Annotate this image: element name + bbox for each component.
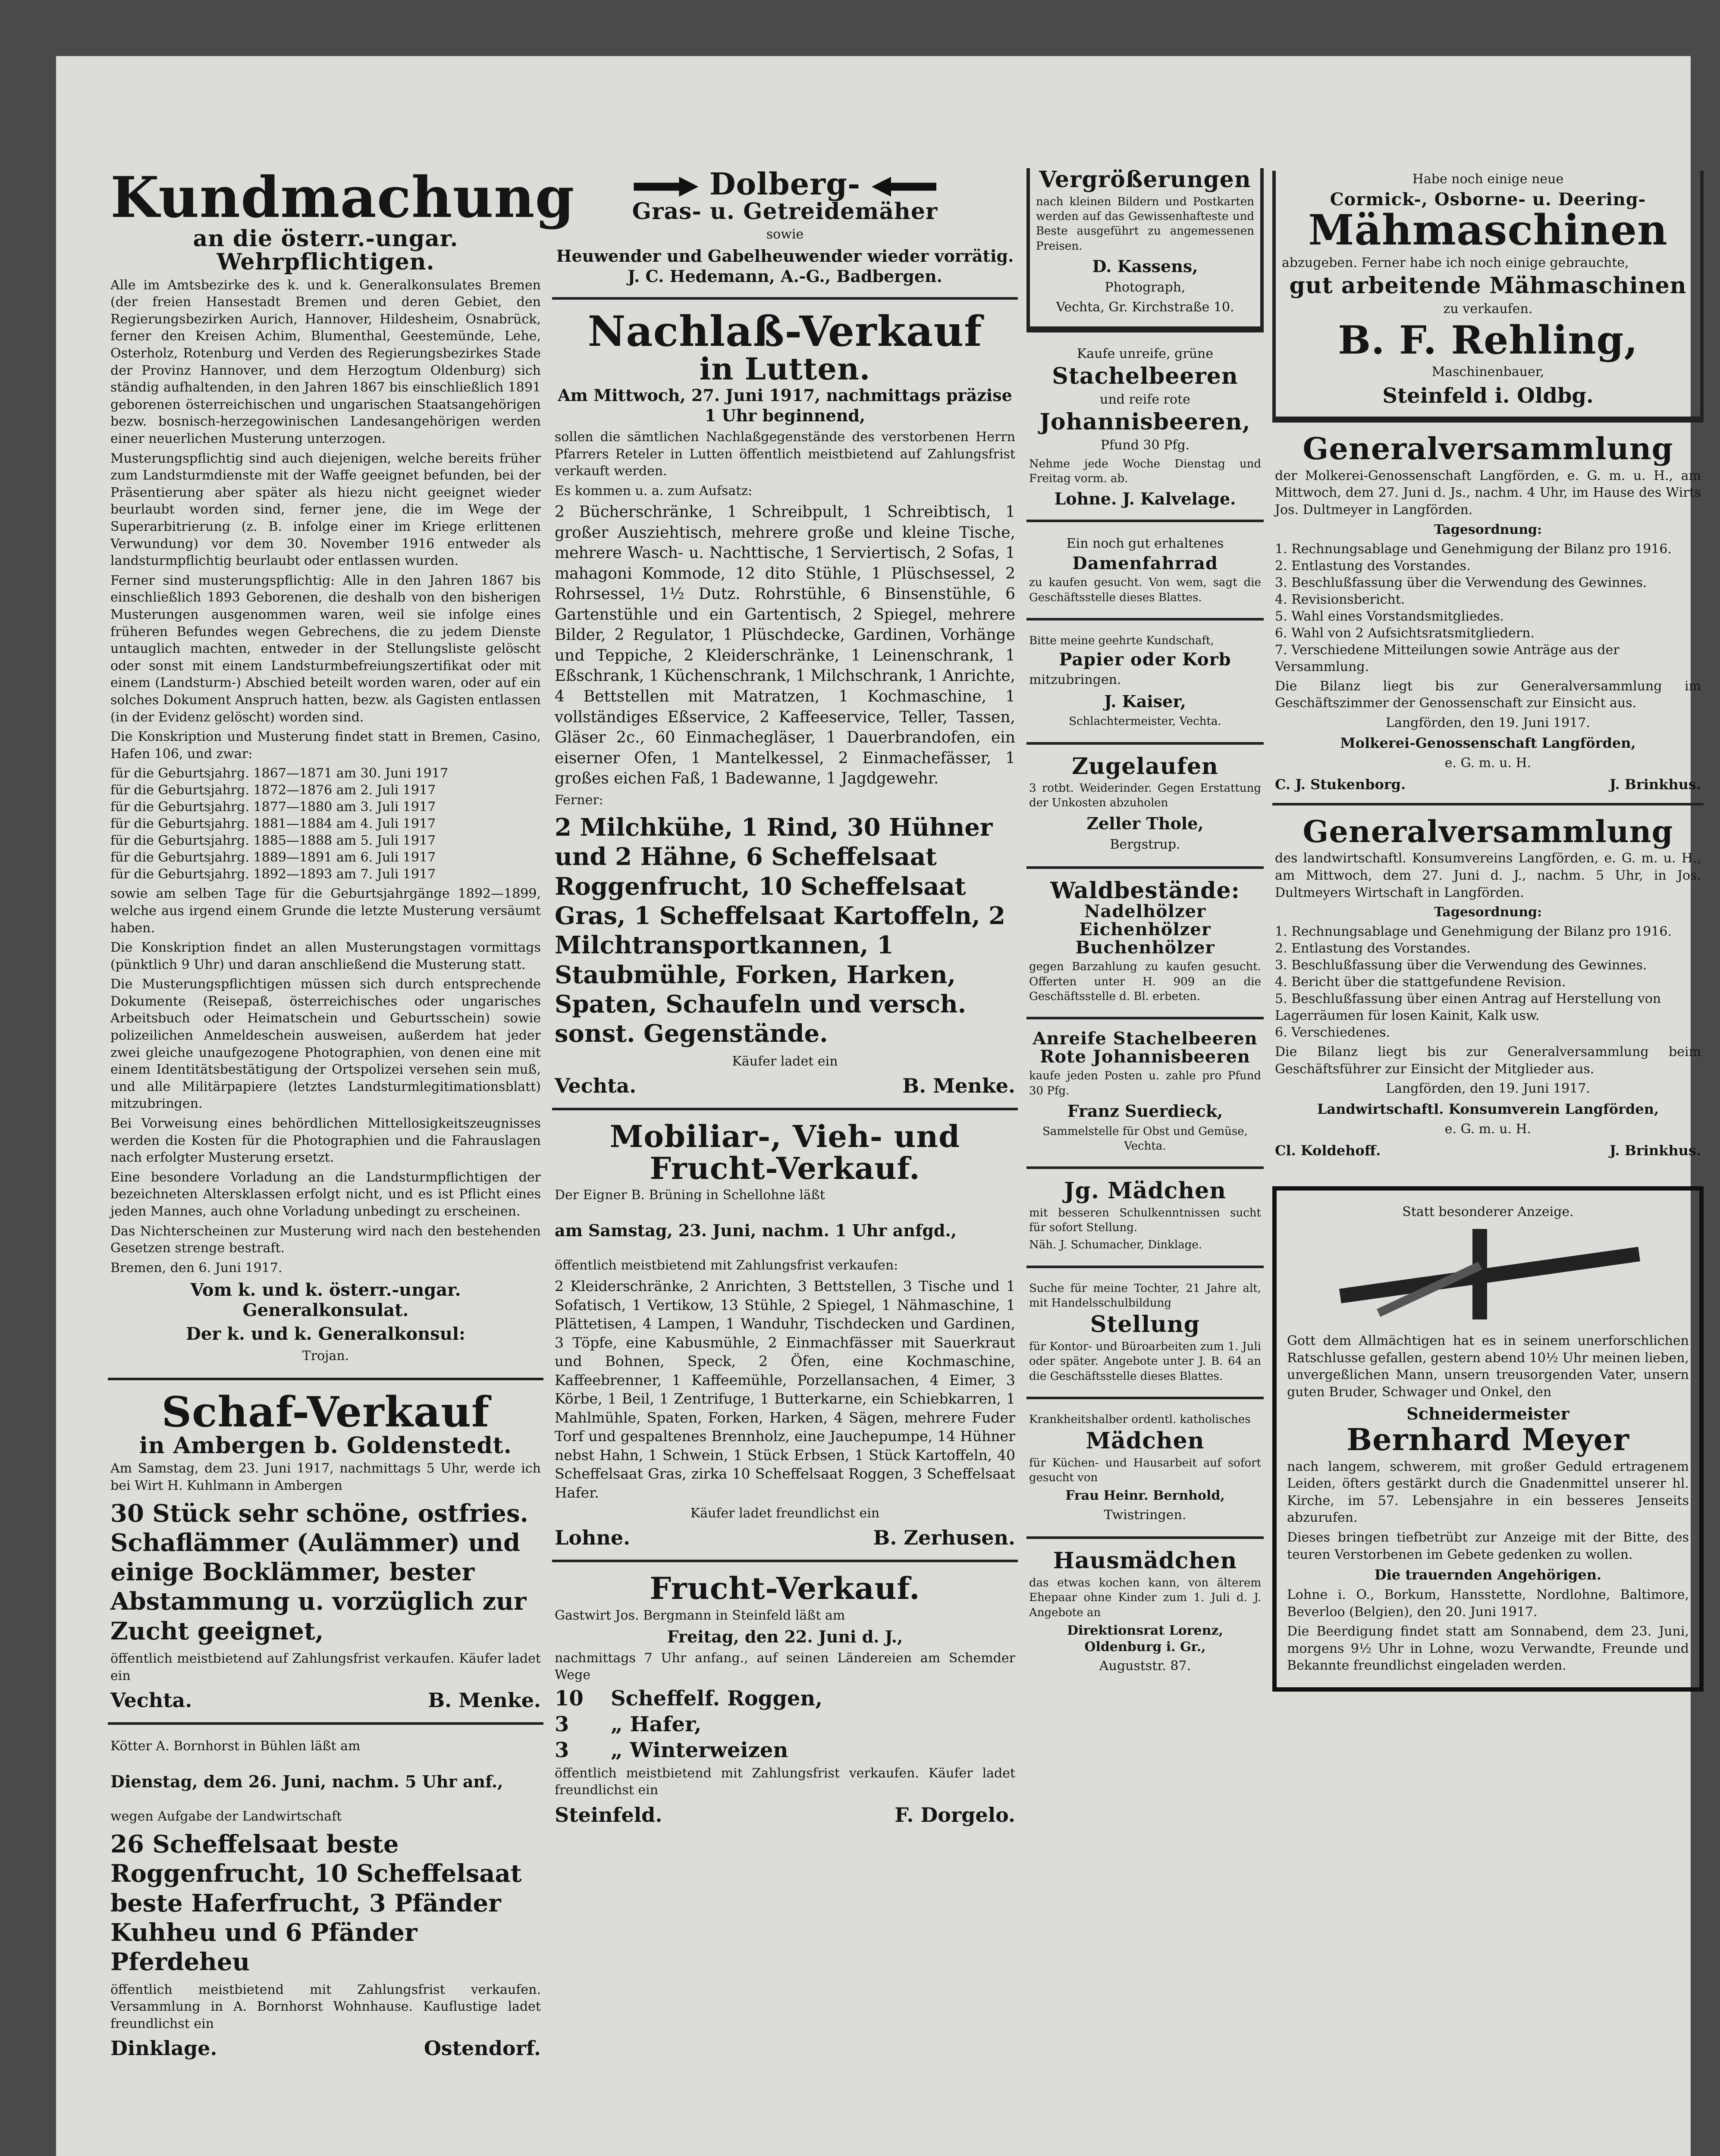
koetter-date: Dienstag, dem 26. Juni, nachm. 5 Uhr anf., xyxy=(110,1771,503,1791)
gv1-signature: C. J. Stukenborg. xyxy=(1275,776,1406,793)
musterung-date-row: für die Geburtsjahrg. 1872—1876 am 2. Juli 1917 xyxy=(110,783,436,798)
wald-item: Nadelhölzer xyxy=(1084,901,1206,922)
anreife-text: kaufe jeden Posten u. zahle pro Pfund 30 Pfg. xyxy=(1029,1069,1261,1097)
mobiliar-verkauf-ad xyxy=(552,1108,1018,1560)
frucht-place: Steinfeld. xyxy=(555,1803,662,1827)
musterung-date-row: für die Geburtsjahrg. 1877—1880 am 3. Juli 1917 xyxy=(110,799,436,815)
nachlass-big-text: 2 Milchkühe, 1 Rind, 30 Hühner und 2 Hähne, 6 Scheffelsaat Roggenfrucht, 10 Scheffelsaat Gras, 1 Scheffelsaat Kartoffeln, 2 Milchtransportkannen, 1 Staubmühle, Forken, Harken, Spaten, Schaufeln und versch. sonst. Gegenstände. xyxy=(555,813,1006,1048)
frucht-date: Freitag, den 22. Juni d. J., xyxy=(667,1627,903,1647)
rehling-address: Steinfeld i. Oldbg. xyxy=(1382,384,1594,408)
papier-text: mitzubringen. xyxy=(1029,672,1121,688)
dolberg-signature: J. C. Hedemann, A.-G., Badbergen. xyxy=(628,266,942,286)
dolberg-subtitle: Gras- u. Getreidemäher xyxy=(632,198,938,225)
maehmaschinen-text: Habe noch einige neue xyxy=(1412,172,1564,187)
suerdieck-text: Sammelstelle für Obst und Gemüse, Vechta. xyxy=(1042,1125,1248,1153)
zugelaufen-ad xyxy=(1026,742,1264,866)
damenfahrrad-text: zu kaufen gesucht. Von wem, sagt die Geschäftsstelle dieses Blattes. xyxy=(1029,576,1261,604)
kalvelage-signature: Lohne. J. Kalvelage. xyxy=(1054,489,1236,509)
gv2-org-form: e. G. m. u. H. xyxy=(1444,1121,1532,1137)
schaf-name: B. Menke. xyxy=(428,1689,541,1712)
traueranzeige-text: Gott dem Allmächtigen hat es in seinem unerforschlichen Ratschlusse gefallen, gestern abend 10½ Uhr meinen lieben, unvergeßlichen Mann, unsern treusorgenden Vater, unsern guten Bruder, Schwager und Onkel, den xyxy=(1287,1333,1689,1400)
kundmachung-paragraph: Ferner sind musterungspflichtig: Alle in den Jahren 1867 bis einschließlich 1893 Geborenen, die deshalb von den bisherigen Musterungen ausgenommen waren, weil sie infolge eines früheren Befundes wegen Gebrechens, die zu jedem Dienste untauglich machten, entweder in der Stellungsliste gelöscht oder sonst mit einem Landsturmbefreiungszertifikat oder mit einem (Landsturm-) Abschied beteilt worden waren, oder auf ein solches Dokument Anspruch hatten, bezw. als Gagisten entlassen (in der Evidenz gelöscht) worden sind. xyxy=(110,573,541,725)
frucht-qty: 10 xyxy=(555,1686,584,1711)
frucht-row xyxy=(555,1686,1015,1711)
stachelbeeren-text: Nehme jede Woche Dienstag und Freitag vorm. ab. xyxy=(1029,457,1261,485)
kundmachung-paragraph: Die Konskription findet an allen Musterungstagen vormittags (pünktlich 9 Uhr) und daran anschließend die Musterung statt. xyxy=(110,940,541,972)
gv1-date: Langförden, den 19. Juni 1917. xyxy=(1386,715,1590,730)
column-3 xyxy=(1026,168,1264,1688)
koetter-paragraph: Kötter A. Bornhorst in Bühlen läßt am xyxy=(110,1739,361,1754)
mobiliar-name: B. Zerhusen. xyxy=(873,1526,1015,1550)
traueranzeige-text: Die Beerdigung findet statt am Sonnabend, dem 23. Juni, morgens 9½ Uhr in Lohne, wozu Verwandte, Freunde und Bekannte freundlichst eingeladen werden. xyxy=(1287,1624,1689,1673)
anreife-ad xyxy=(1026,1017,1264,1166)
musterung-date-row: für die Geburtsjahrg. 1881—1884 am 4. Juli 1917 xyxy=(110,816,436,832)
stellung-big: Stellung xyxy=(1090,1311,1200,1338)
traueranzeige-text: nach langem, schwerem, mit großer Geduld ertragenem Leiden, öfters gestärkt durch die Gnadenmittel unserer hl. Kirche, im 57. Lebensjahre in ein besseres Jenseits abzurufen. xyxy=(1287,1459,1689,1526)
kundmachung-title: Kundmachung xyxy=(110,164,575,230)
frucht-signature-row xyxy=(555,1803,1015,1827)
kundmachung-paragraph: sowie am selben Tage für die Geburtsjahrgänge 1892—1899, welche aus irgend einem Grunde die letzte Musterung versäumt haben. xyxy=(110,886,541,936)
schaf-subtitle: in Ambergen b. Goldenstedt. xyxy=(139,1432,512,1459)
musterung-date-row: für die Geburtsjahrg. 1889—1891 am 6. Juli 1917 xyxy=(110,850,436,865)
schaf-paragraph: Am Samstag, dem 23. Juni 1917, nachmittags 5 Uhr, werde ich bei Wirt H. Kuhlmann in Ambergen xyxy=(110,1461,541,1493)
maehmaschinen-brands: Cormick-, Osborne- u. Deering- xyxy=(1330,189,1646,210)
column-1 xyxy=(108,164,575,2070)
gv2-org: Landwirtschaftl. Konsumverein Langförden, xyxy=(1317,1100,1659,1117)
schaf-title: Schaf-Verkauf xyxy=(161,1387,490,1436)
stellung-text: für Kontor- und Büroarbeiten zum 1. Juli oder später. Angebote unter J. B. 64 an die Geschäftsstelle dieses Blattes. xyxy=(1029,1340,1261,1383)
nachlass-signature-row xyxy=(555,1074,1015,1097)
schumacher-signature: Näh. J. Schumacher, Dinklage. xyxy=(1029,1238,1202,1252)
gv2-signature-row xyxy=(1275,1142,1701,1159)
kundmachung-paragraph: Die Musterungspflichtigen müssen sich durch entsprechende Dokumente (Reisepaß, österreichisches oder ungarisches Arbeitsbuch oder Heimatschein und Geburtsschein) sowie polizeilichen Anmeldeschein ausweisen, außerdem hat jeder zwei gleiche unaufgezogene Photographien, von denen eine mit einem Identitätsbestätigung der Ortspolizei versehen sein muß, und alle Militärpapiere (letztes Landsturmlegitimationsblatt) mitzubringen. xyxy=(110,977,541,1112)
gv1-title: Generalversammlung xyxy=(1303,431,1673,467)
agenda-item: 3. Beschlußfassung über die Verwendung des Gewinnes. xyxy=(1275,958,1647,973)
gv1-text: Die Bilanz liegt bis zur Generalversammlung im Geschäftszimmer der Genossenschaft zur Einsicht aus. xyxy=(1275,678,1701,711)
frucht-paragraph: öffentlich meistbietend mit Zahlungsfrist verkaufen. Käufer ladet freundlichst ein xyxy=(555,1765,1015,1798)
bernhold-place: Twistringen. xyxy=(1104,1507,1186,1523)
koetter-paragraph: wegen Aufgabe der Landwirtschaft xyxy=(110,1809,342,1824)
musterung-date-row: für die Geburtsjahrg. 1892—1893 am 7. Juli 1917 xyxy=(110,867,436,882)
thole-name: Zeller Thole, xyxy=(1086,813,1204,833)
gv2-agenda-title: Tagesordnung: xyxy=(1434,905,1542,920)
nachlass-kaeufer: Käufer ladet ein xyxy=(732,1053,838,1069)
musterung-dates xyxy=(110,765,541,883)
zugelaufen-text: 3 rotbt. Weiderinder. Gegen Erstattung der Unkosten abzuholen xyxy=(1029,782,1261,810)
maedchen-text: Krankheitshalber ordentl. katholisches xyxy=(1029,1413,1251,1426)
frucht-item: Scheffelf. Roggen, xyxy=(611,1686,823,1711)
maehmaschinen-text: zu verkaufen. xyxy=(1443,301,1533,317)
frucht-paragraph: Gastwirt Jos. Bergmann in Steinfeld läßt am xyxy=(555,1608,845,1623)
maehmaschinen-big: Mähmaschinen xyxy=(1308,205,1668,254)
gv2-signature: J. Brinkhus. xyxy=(1609,1142,1701,1159)
agenda-item: 1. Rechnungsablage und Genehmigung der Bilanz pro 1916. xyxy=(1275,541,1672,557)
agenda-item: 4. Bericht über die stattgefundene Revision. xyxy=(1275,975,1566,990)
kundmachung-signature: Der k. und k. Generalkonsul: xyxy=(186,1324,465,1344)
stachelbeeren-text: und reife rote xyxy=(1100,392,1190,407)
maehmaschinen-ad xyxy=(1272,171,1704,420)
agenda-item: 2. Entlastung des Vorstandes. xyxy=(1275,558,1471,573)
maedchen-ad xyxy=(1026,1397,1264,1537)
kundmachung-paragraph: Bei Vorweisung eines behördlichen Mittellosigkeitszeugnisses werden die Kosten für die Photographien und die Fahrauslagen nach erfolgter Musterung ersetzt. xyxy=(110,1116,541,1166)
stellung-ad xyxy=(1026,1266,1264,1397)
damenfahrrad-text: Ein noch gut erhaltenes xyxy=(1066,536,1224,551)
nachlass-date: Am Mittwoch, 27. Juni 1917, nachmittags präzise 1 Uhr beginnend, xyxy=(558,385,1012,426)
kundmachung-paragraph: Eine besondere Vorladung an die Landsturmpflichtigen der bezeichneten Altersklassen erfolgt nicht, und es ist Pflicht eines jeden Mannes, auch ohne Vorladung unbedingt zu erscheinen. xyxy=(110,1169,541,1219)
koetter-big-text: 26 Scheffelsaat beste Roggenfrucht, 10 Scheffelsaat beste Haferfrucht, 3 Pfänder Kuhheu und 6 Pfänder Pferdeheu xyxy=(110,1830,522,1977)
kundmachung-signature-name: Trojan. xyxy=(302,1348,349,1364)
kundmachung-subtitle: an die österr.-ungar. Wehrpflichtigen. xyxy=(193,225,458,276)
koetter-signature-row xyxy=(110,2037,541,2060)
maedchen-text: für Küchen- und Hausarbeit auf sofort gesucht von xyxy=(1029,1456,1261,1485)
gv1-signature-row xyxy=(1275,776,1701,793)
schaf-paragraph: öffentlich meistbietend auf Zahlungsfrist verkaufen. Käufer ladet ein xyxy=(110,1651,541,1683)
stachelbeeren-big: Stachelbeeren xyxy=(1052,363,1238,390)
zugelaufen-big: Zugelaufen xyxy=(1072,753,1218,780)
kundmachung-date: Bremen, den 6. Juni 1917. xyxy=(110,1260,282,1275)
maehmaschinen-text: abzugeben. Ferner habe ich noch einige gebrauchte, xyxy=(1282,255,1629,271)
frucht-item: „ Hafer, xyxy=(611,1712,702,1736)
nachlass-paragraph: sollen die sämtlichen Nachlaßgegenstände des verstorbenen Herrn Pfarrers Reteler in Lutten öffentlich meistbietend auf Zahlungsfrist verkauft werden. xyxy=(555,429,1015,479)
generalversammlung-konsum-ad xyxy=(1272,803,1704,1169)
gv1-org-form: e. G. m. u. H. xyxy=(1444,755,1532,771)
mobiliar-items: 2 Kleiderschränke, 2 Anrichten, 3 Bettstellen, 3 Tische und 1 Sofatisch, 1 Vertikow, 13 Stühle, 2 Spiegel, 1 Nähmaschine, 1 Plättetisen, 4 Lampen, 1 Wanduhr, Tischdecken und Gardinen, 3 Töpfe, eine Kabusmühle, 2 Einmachfässer mit Sauerkraut und Bohnen, Speck, 2 Öfen, eine Kochmaschine, Kaffeebrenner, 1 Kaffeemühle, Porzellansachen, 4 Eimer, 3 Körbe, 1 Beil, 1 Zentrifuge, 1 Butterkarne, ein Schiebkarren, 1 Mahlmühle, Spaten, Forken, Harken, 4 Sägen, mehrere Fuder Torf und gespaltenes Brennholz, eine Jauchepumpe, 14 Hühner nebst Hahn, 1 Schwein, 1 Stück Erbsen, 1 Stück Kartoffeln, 40 Scheffelsaat Gras, zirka 10 Scheffelsaat Roggen, 3 Scheffelsaat Hafer. xyxy=(555,1277,1015,1501)
vergroesserungen-text: nach kleinen Bildern und Postkarten werden auf das Gewissenhafteste und Beste ausgeführt zu angemessenen Preisen. xyxy=(1036,195,1254,253)
gv2-date: Langförden, den 19. Juni 1917. xyxy=(1386,1081,1590,1097)
traueranzeige xyxy=(1272,1186,1704,1692)
stellung-text: Suche für meine Tochter, 21 Jahre alt, mit Handelsschulbildung xyxy=(1029,1282,1261,1310)
nachlass-items: 2 Bücherschränke, 1 Schreibpult, 1 Schreibtisch, 1 großer Ausziehtisch, mehrere große und kleine Tische, mehrere Wasch- u. Nachttische, 1 Serviertisch, 2 Sofas, 1 mahagoni Kommode, 12 dito Stühle, 1 Plüschsessel, 2 Rohrsessel, 1½ Dutz. Rohrstühle, 6 Binsenstühle, 6 Gartenstühle und ein Gartentisch, 2 Spiegel, mehrere Bilder, 2 Regulator, 1 Plüschdecke, Gardinen, Vorhänge und Teppiche, 2 Kleiderschränke, 1 Leinenschrank, 1 Eßschrank, 1 Küchenschrank, 1 Milchschrank, 1 Anrichte, 4 Bettstellen mit Matratzen, 1 Kochmaschine, 1 vollständiges Eßservice, 2 Kaffeeservice, Teller, Tassen, Gläser 2c., 60 Einmachegläser, 1 Dauerbrandofen, ein eiserner Ofen, 1 Mantelkessel, 2 Einmachefässer, 1 großes eichen Faß, 1 Badewanne, 1 Jagdgewehr. xyxy=(555,503,1015,788)
jg-maedchen-big: Jg. Mädchen xyxy=(1064,1178,1227,1204)
column-4 xyxy=(1272,168,1704,1692)
traueranzeige-head: Statt besonderer Anzeige. xyxy=(1402,1204,1574,1219)
gv1-signature: J. Brinkhus. xyxy=(1609,776,1701,793)
stachelbeeren-price: Pfund 30 Pfg. xyxy=(1100,437,1190,453)
frucht-row xyxy=(555,1738,1015,1762)
rehling-name: B. F. Rehling, xyxy=(1338,317,1638,364)
papier-korb-ad xyxy=(1026,618,1264,742)
schaf-place: Vechta. xyxy=(110,1689,192,1712)
frucht-name: F. Dorgelo. xyxy=(895,1803,1015,1827)
gv2-title: Generalversammlung xyxy=(1303,813,1673,849)
agenda-item: 4. Revisionsbericht. xyxy=(1275,592,1405,607)
frucht-title: Frucht-Verkauf. xyxy=(650,1570,920,1607)
kaiser-name: J. Kaiser, xyxy=(1104,691,1186,711)
papier-text: Bitte meine geehrte Kundschaft, xyxy=(1029,634,1214,647)
nachlass-subtitle: in Lutten. xyxy=(699,351,871,387)
generalversammlung-molkerei-ad xyxy=(1272,420,1704,803)
newspaper-page xyxy=(56,56,1701,2156)
agenda-item: 5. Beschlußfassung über einen Antrag auf Herstellung von Lagerräumen für losen Kainit, Kalk usw. xyxy=(1275,991,1661,1024)
kundmachung-signature: Vom k. und k. österr.-ungar. Generalkonsulat. xyxy=(190,1280,461,1321)
traueranzeige-family: Die trauernden Angehörigen. xyxy=(1374,1567,1602,1583)
koetter-paragraph: öffentlich meistbietend mit Zahlungsfrist verkaufen. Versammlung in A. Bornhorst Wohnhause. Kauflustige ladet freundlichst ein xyxy=(110,1982,541,2031)
nachlass-place: Vechta. xyxy=(555,1074,637,1098)
stachelbeeren-text: Kaufe unreife, grüne xyxy=(1077,346,1214,361)
vergroesserungen-title: Vergrößerungen xyxy=(1039,166,1251,193)
bernhold-name: Frau Heinr. Bernhold, xyxy=(1065,1488,1225,1504)
hausmaedchen-text: das etwas kochen kann, von älterem Ehepaar ohne Kinder zum 1. Juli d. J. Angebote an xyxy=(1029,1576,1261,1619)
stachelbeeren-ad xyxy=(1026,330,1264,520)
agenda-item: 5. Wahl eines Vorstandsmitgliedes. xyxy=(1275,608,1504,624)
dolberg-title-row xyxy=(555,168,1015,200)
pointing-hand-icon xyxy=(634,177,698,197)
agenda-item: 2. Entlastung des Vorstandes. xyxy=(1275,941,1471,956)
gv2-agenda xyxy=(1275,923,1701,1041)
frucht-verkauf-ad xyxy=(552,1560,1018,1837)
agenda-item: 6. Wahl von 2 Aufsichtsratsmitgliedern. xyxy=(1275,625,1535,641)
lorenz-city: Oldenburg i. Gr., xyxy=(1084,1639,1206,1655)
gv1-agenda xyxy=(1275,541,1701,675)
koetter-place: Dinklage. xyxy=(110,2037,217,2060)
lorenz-name: Direktionsrat Lorenz, xyxy=(1067,1623,1223,1638)
mobiliar-paragraph: Der Eigner B. Brüning in Schellohne läßt xyxy=(555,1188,825,1203)
agenda-item: 6. Verschiedenes. xyxy=(1275,1025,1390,1040)
waldbestaende-ad xyxy=(1026,866,1264,1017)
kaiser-signature: Schlachtermeister, Vechta. xyxy=(1069,715,1221,728)
musterung-date-row: für die Geburtsjahrg. 1885—1888 am 5. Juli 1917 xyxy=(110,833,436,849)
waldbestaende-big: Waldbestände: xyxy=(1050,877,1240,904)
kundmachung-paragraph: Musterungspflichtig sind auch diejenigen, welche bereits früher zum Landsturmdienste mit der Waffe geeignet befunden, bei der Präsentierung aber später als hiezu nicht geeignet wieder beurlaubt worden sind, ferner jene, die im Wege der Superarbitrierung (z. B. infolge einer im Kriege erlittenen Verwundung) vor dem 30. November 1916 entweder als landsturmpflichtig beurlaubt oder entlassen wurden. xyxy=(110,451,541,569)
nachlass-ferner: Ferner: xyxy=(555,792,603,808)
kundmachung-paragraph: Alle im Amtsbezirke des k. und k. Generalkonsulates Bremen (der freien Hansestadt Bremen und deren Gebiet, den Regierungsbezirken Aurich, Hannover, Hildesheim, Osnabrück, ferner den Kreisen Achim, Blumenthal, Geestemünde, Lehe, Osterholz, Rotenburg und Verden des Regierungsbezirkes Stade der Provinz Hannover, und dem Herzogtum Oldenburg) sich ständig aufhaltenden, in den Jahren 1867 bis einschließlich 1891 geborenen österreichischen und ungarischen Staatsangehörigen bezw. bosnisch-herzegowinischen Landesangehörigen werden einer neuerlichen Musterung unterzogen. xyxy=(110,277,541,447)
traueranzeige-text: Dieses bringen tiefbetrübt zur Anzeige mit der Bitte, des teuren Verstorbenen im Gebete gedenken zu wollen. xyxy=(1287,1529,1689,1562)
koetter-name: Ostendorf. xyxy=(424,2037,541,2060)
pointing-hand-icon xyxy=(872,177,936,197)
maedchen-big: Mädchen xyxy=(1086,1428,1205,1454)
cross-post xyxy=(1472,1229,1487,1319)
dolberg-ad xyxy=(552,168,1018,297)
schaf-big-text: 30 Stück sehr schöne, ostfries. Schaflämmer (Aulämmer) und einige Bocklämmer, bester Abstammung u. vorzüglich zur Zucht geeignet, xyxy=(110,1499,529,1645)
dolberg-text: Heuwender und Gabelheuwender wieder vorrätig. xyxy=(556,246,1014,266)
mobiliar-place: Lohne. xyxy=(555,1526,631,1550)
traueranzeige-text: Lohne i. O., Borkum, Hansstette, Nordlohne, Baltimore, Beverloo (Belgien), den 20. Juni 1917. xyxy=(1287,1587,1689,1620)
thole-place: Bergstrup. xyxy=(1110,837,1180,852)
kundmachung-paragraph: Das Nichterscheinen zur Musterung wird nach den bestehenden Gesetzen strenge bestraft. xyxy=(110,1223,541,1256)
schaf-signature-row xyxy=(110,1689,541,1712)
dolberg-title: Dolberg- xyxy=(709,166,861,202)
damenfahrrad-big: Damenfahrrad xyxy=(1072,553,1218,574)
agenda-item: 1. Rechnungsablage und Genehmigung der Bilanz pro 1916. xyxy=(1275,924,1672,940)
dolberg-sowie: sowie xyxy=(766,227,804,242)
papier-big: Papier oder Korb xyxy=(1059,649,1231,670)
lorenz-address: Auguststr. 87. xyxy=(1099,1658,1191,1673)
mobiliar-paragraph: öffentlich meistbietend mit Zahlungsfrist verkaufen: xyxy=(555,1258,898,1273)
kassens-job: Photograph, xyxy=(1105,280,1186,295)
cross-beam xyxy=(1339,1247,1640,1304)
hausmaedchen-big: Hausmädchen xyxy=(1053,1548,1237,1574)
mobiliar-title: Mobiliar-, Vieh- und Frucht-Verkauf. xyxy=(609,1119,960,1186)
frucht-qty: 3 xyxy=(555,1738,569,1762)
nachlass-verkauf-ad xyxy=(552,297,1018,1108)
mobiliar-date: am Samstag, 23. Juni, nachm. 1 Uhr anfgd., xyxy=(555,1220,957,1240)
wald-text: gegen Barzahlung zu kaufen gesucht. Offerten unter H. 909 an die Geschäftsstelle d. Bl. erbeten. xyxy=(1029,960,1261,1003)
suerdieck-name: Franz Suerdieck, xyxy=(1067,1101,1223,1121)
frucht-row xyxy=(555,1712,1015,1736)
frucht-item: „ Winterweizen xyxy=(611,1738,788,1762)
frucht-paragraph: nachmittags 7 Uhr anfang., auf seinen Ländereien am Schemder Wege xyxy=(555,1650,1015,1683)
gv1-agenda-title: Tagesordnung: xyxy=(1434,522,1542,537)
mobiliar-signature-row xyxy=(555,1526,1015,1549)
hausmaedchen-ad xyxy=(1026,1536,1264,1687)
damenfahrrad-ad xyxy=(1026,520,1264,618)
wald-item: Eichenhölzer xyxy=(1079,919,1211,940)
gv1-org: Molkerei-Genossenschaft Langförden, xyxy=(1340,735,1636,752)
column-2 xyxy=(552,168,1018,1837)
mobiliar-kaeufer: Käufer ladet freundlichst ein xyxy=(690,1505,880,1521)
kassens-name: D. Kassens, xyxy=(1092,256,1198,276)
gv2-text: Die Bilanz liegt bis zur Generalversammlung beim Geschäftsführer zur Einsicht der Mitglieder aus. xyxy=(1275,1044,1701,1077)
traueranzeige-name: Bernhard Meyer xyxy=(1346,1422,1630,1458)
gv2-text: des landwirtschaftl. Konsumvereins Langförden, e. G. m. u. H., am Mittwoch, dem 27. Juni d. J., nachm. 5 Uhr, in Jos. Dultmeyers Wirtschaft in Langförden. xyxy=(1275,851,1701,900)
johannisbeeren-big: Johannisbeeren, xyxy=(1039,409,1251,436)
nachlass-paragraph: Es kommen u. a. zum Aufsatz: xyxy=(555,483,753,498)
jg-maedchen-text: mit besseren Schulkenntnissen sucht für sofort Stellung. xyxy=(1029,1206,1261,1235)
rehling-job: Maschinenbauer, xyxy=(1431,364,1544,379)
traueranzeige-title: Schneidermeister xyxy=(1406,1404,1569,1423)
nachlass-name: B. Menke. xyxy=(902,1074,1015,1098)
nachlass-title: Nachlaß-Verkauf xyxy=(587,307,982,356)
gv1-text: der Molkerei-Genossenschaft Langförden, e. G. m. u. H., am Mittwoch, dem 27. Juni d. Js., nachm. 4 Uhr, im Hause des Wirts Jos. Dultmeyer in Langförden. xyxy=(1275,468,1701,517)
gv2-signature: Cl. Koldehoff. xyxy=(1275,1142,1381,1159)
cross-palm-icon xyxy=(1287,1225,1689,1324)
wald-item: Buchenhölzer xyxy=(1075,937,1215,958)
kundmachung-ad xyxy=(108,164,575,1378)
vergroesserungen-ad xyxy=(1026,168,1264,330)
kundmachung-paragraph: Die Konskription und Musterung findet statt in Bremen, Casino, Hafen 106, und zwar: xyxy=(110,729,541,761)
maehmaschinen-big2: gut arbeitende Mähmaschinen xyxy=(1289,272,1687,299)
koetter-ad xyxy=(108,1722,543,2070)
schaf-verkauf-ad xyxy=(108,1378,543,1722)
anreife-big: Anreife Stachelbeeren Rote Johannisbeeren xyxy=(1033,1028,1258,1067)
musterung-date-row: für die Geburtsjahrg. 1867—1871 am 30. Juni 1917 xyxy=(110,766,449,781)
agenda-item: 3. Beschlußfassung über die Verwendung des Gewinnes. xyxy=(1275,575,1647,590)
kassens-address: Vechta, Gr. Kirchstraße 10. xyxy=(1056,299,1234,315)
jg-maedchen-ad xyxy=(1026,1166,1264,1266)
agenda-item: 7. Verschiedene Mitteilungen sowie Anträge aus der Versammlung. xyxy=(1275,642,1620,674)
frucht-qty: 3 xyxy=(555,1712,569,1736)
